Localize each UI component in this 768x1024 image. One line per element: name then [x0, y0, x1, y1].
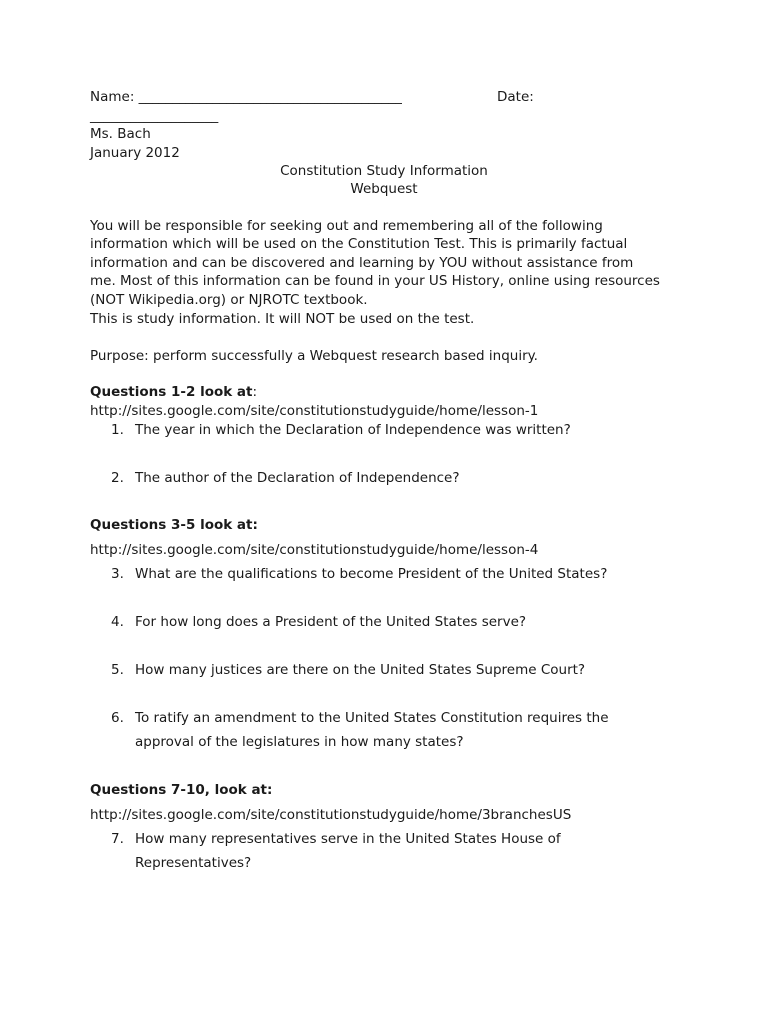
- resource-url: http://sites.google.com/site/constitutionstudyguide/home/lesson-4: [90, 542, 539, 558]
- intro-line: You will be responsible for seeking out and remembering all of the following: [90, 218, 603, 234]
- question-text: What are the qualifications to become President of the United States?: [135, 566, 608, 582]
- document-date: January 2012: [90, 145, 180, 161]
- intro-line: This is study information. It will NOT be used on the test.: [90, 311, 475, 327]
- question-text: The author of the Declaration of Independence?: [135, 470, 460, 486]
- question-text: For how long does a President of the United States serve?: [135, 614, 527, 630]
- intro-line: information which will be used on the Constitution Test. This is primarily factual: [90, 236, 628, 252]
- intro-line: me. Most of this information can be found in your US History, online using resources: [90, 273, 660, 289]
- question-text: The year in which the Declaration of Independence was written?: [135, 422, 571, 438]
- name-field-line: Name: _______________________________________: [90, 89, 402, 105]
- question-number: 3.: [111, 566, 124, 582]
- question-number: 4.: [111, 614, 124, 630]
- question-number: 7.: [111, 831, 124, 847]
- intro-line: (NOT Wikipedia.org) or NJROTC textbook.: [90, 292, 368, 308]
- question-text: How many justices are there on the United States Supreme Court?: [135, 662, 586, 678]
- intro-line: information and can be discovered and learning by YOU without assistance from: [90, 255, 634, 271]
- section-heading-colon: :: [252, 384, 258, 400]
- question-number: 2.: [111, 470, 124, 486]
- section-heading: [90, 383, 257, 401]
- date-field-line: ___________________: [90, 108, 219, 124]
- document-subtitle: Webquest: [350, 181, 418, 197]
- teacher-name: Ms. Bach: [90, 126, 151, 142]
- date-label: Date:: [497, 89, 534, 105]
- section-heading: Questions 7-10, look at:: [90, 782, 273, 798]
- question-text: To ratify an amendment to the United States Constitution requires the: [135, 710, 609, 726]
- section-heading: Questions 3-5 look at:: [90, 517, 258, 533]
- purpose-statement: Purpose: perform successfully a Webquest research based inquiry.: [90, 348, 538, 364]
- question-text-continued: Representatives?: [135, 855, 252, 871]
- question-number: 1.: [111, 422, 124, 438]
- resource-url: http://sites.google.com/site/constitutionstudyguide/home/lesson-1: [90, 403, 539, 419]
- question-text: How many representatives serve in the United States House of: [135, 831, 561, 847]
- question-number: 6.: [111, 710, 124, 726]
- document-title: Constitution Study Information: [280, 163, 488, 179]
- section-heading-text: Questions 1-2 look at: [90, 384, 253, 400]
- resource-url: http://sites.google.com/site/constitutionstudyguide/home/3branchesUS: [90, 807, 572, 823]
- question-number: 5.: [111, 662, 124, 678]
- question-text-continued: approval of the legislatures in how many states?: [135, 734, 464, 750]
